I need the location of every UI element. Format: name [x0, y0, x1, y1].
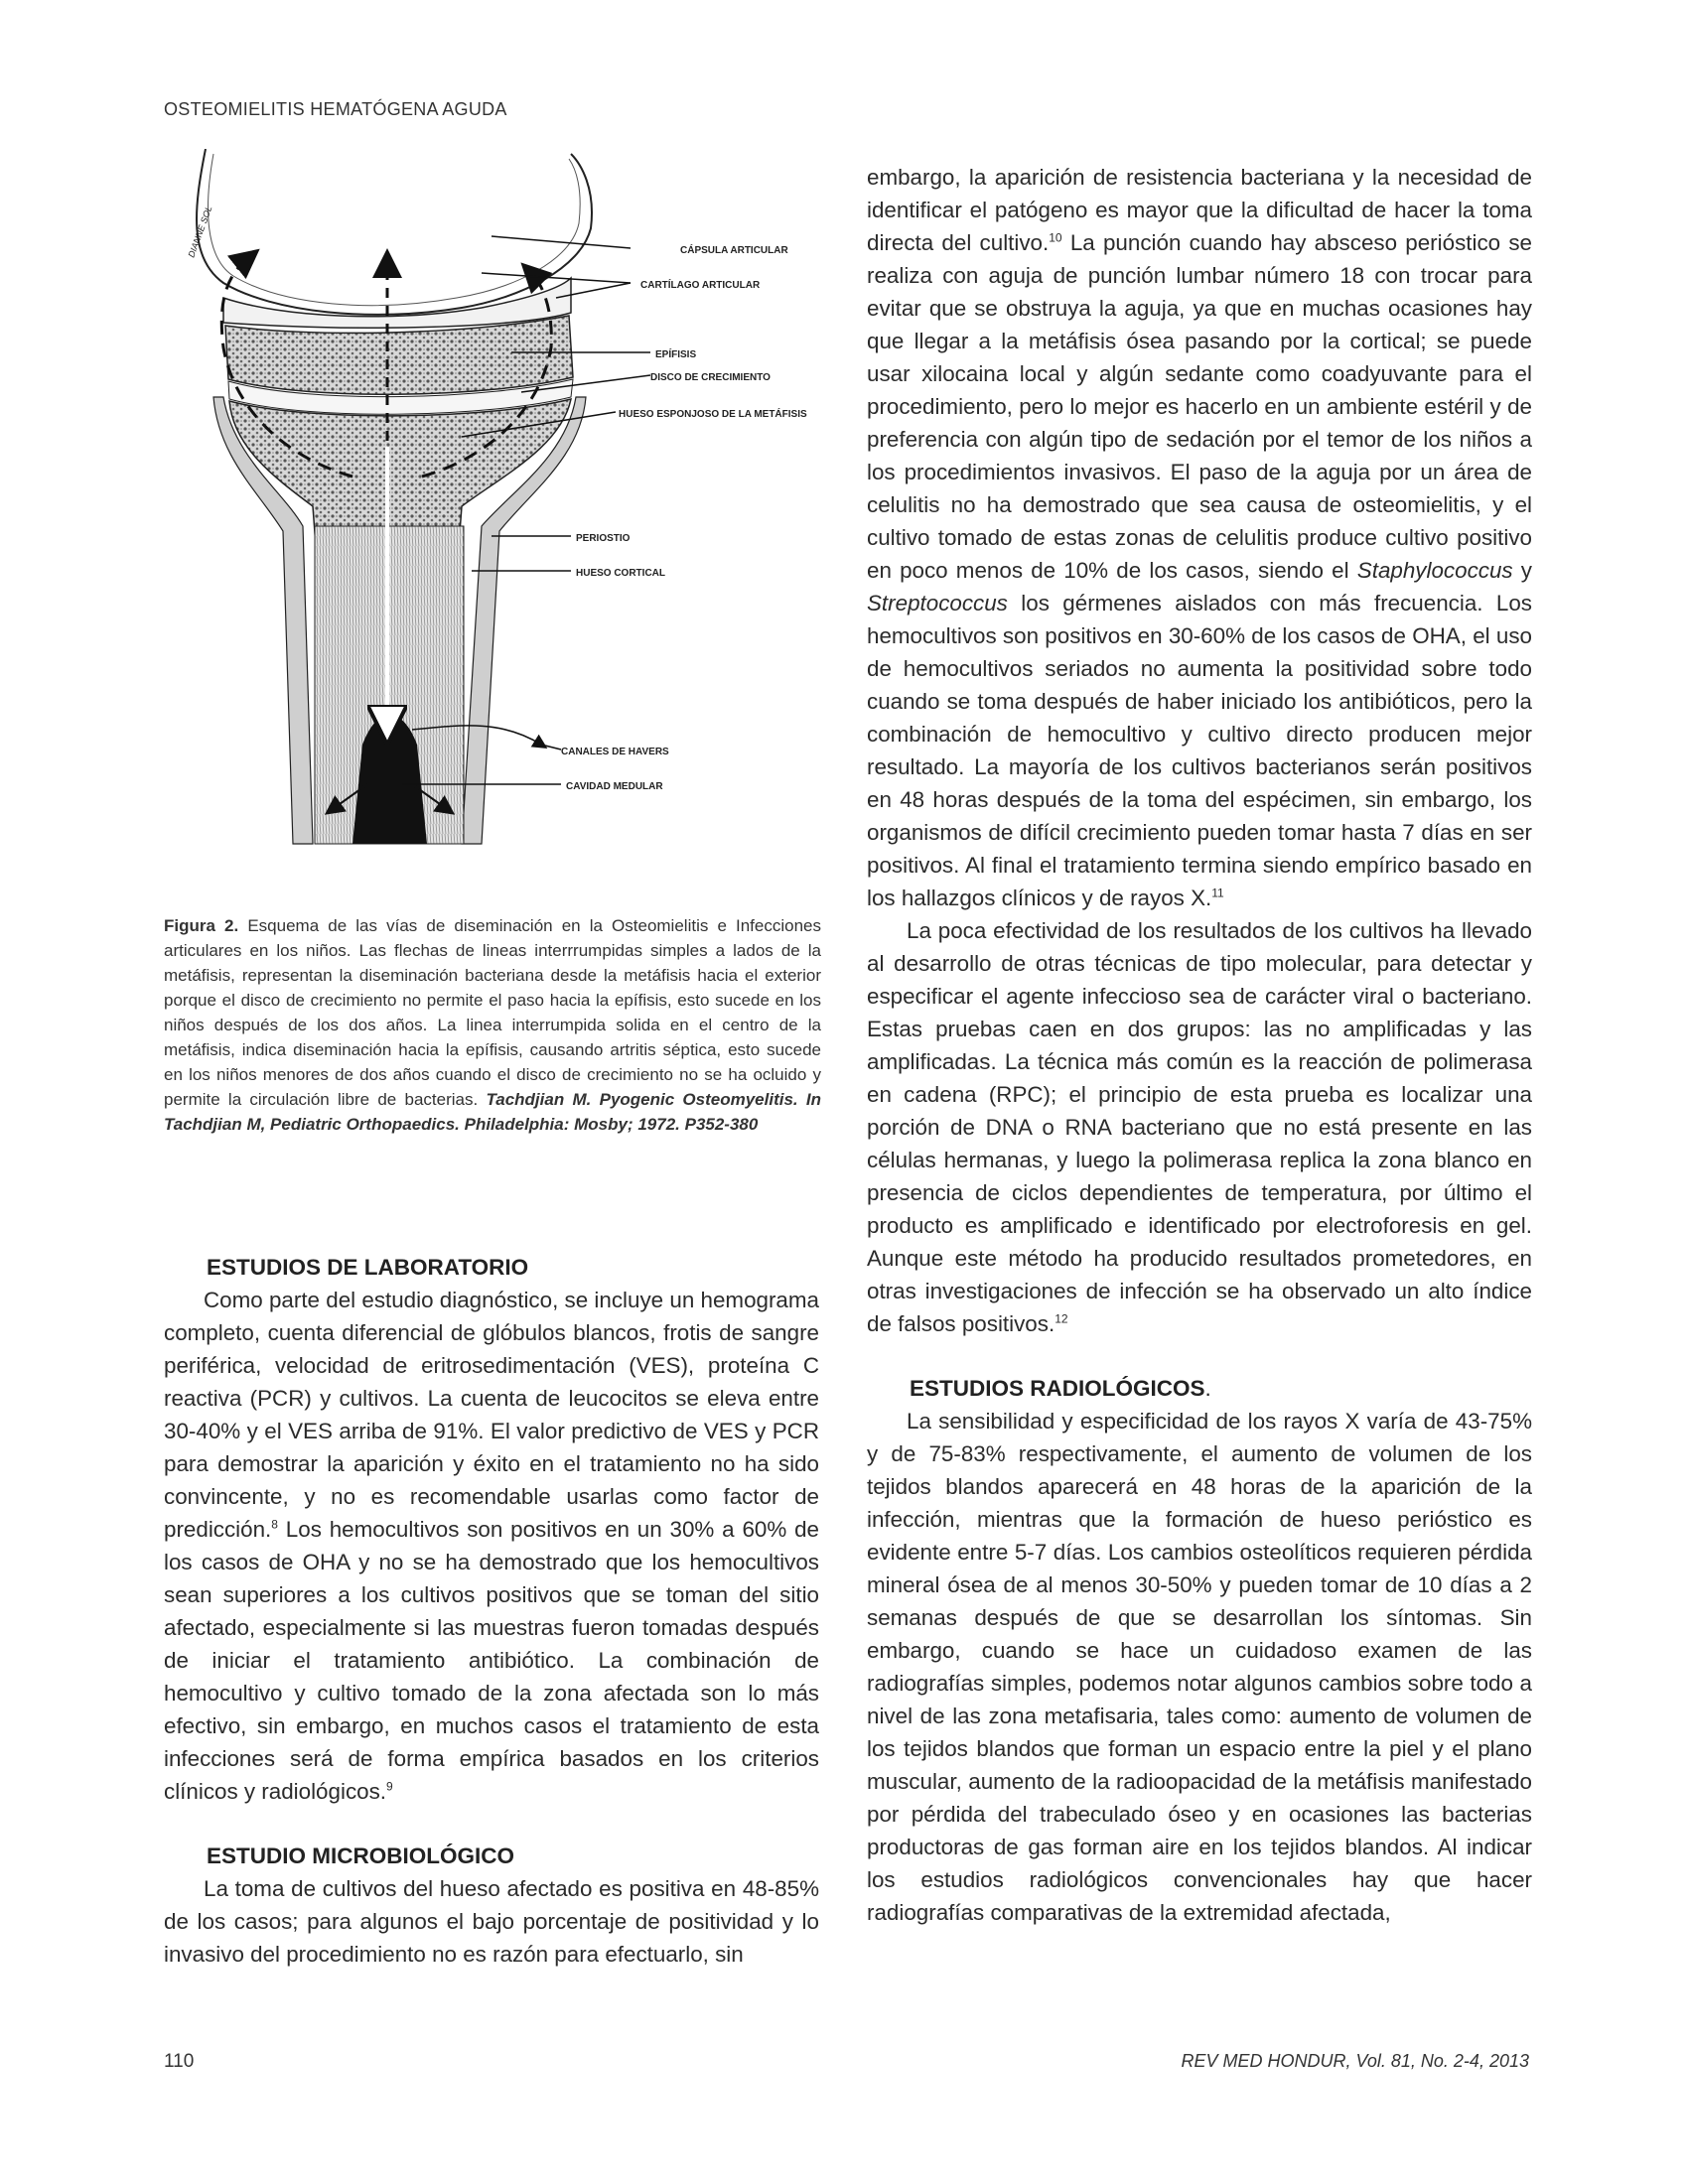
paragraph-microbiologico: La toma de cultivos del hueso afectado es positiva en 48-85% de los casos; para algunos el bajo porcentaje de positividad y lo invasivo del procedimiento no es razón para efectuarlo, sin	[164, 1876, 819, 1967]
label-canales: CANALES DE HAVERS	[561, 747, 669, 757]
running-head: OSTEOMIELITIS HEMATÓGENA AGUDA	[164, 99, 507, 119]
label-cavidad: CAVIDAD MEDULAR	[566, 781, 663, 792]
figure-caption-label: Figura 2.	[164, 916, 239, 935]
left-column	[164, 1251, 819, 1971]
figure-caption-text: Esquema de las vías de diseminación en la Osteomielitis e Infecciones articulares en los niños. Las flechas de lineas interrrumpidas simples a lados de la metáfisis, representan la diseminación bacteriana desde la metáfisis hacia el exterior porque el disco de crecimiento no permite el paso hacia la epífisis, esto sucede en los niños después de los dos años. La linea interrumpida solida en el centro de la metáfisis, indica diseminación hacia la epífisis, causando artritis séptica, esto sucede en los niños menores de dos años cuando el disco de crecimiento no se ha ocluido y permite la circulación libre de bacterias.	[164, 916, 821, 1109]
paragraph-continued	[867, 161, 1532, 914]
paragraph-text: La punción cuando hay absceso perióstico se realiza con aguja de punción lumbar número 18 con trocar para evitar que se obstruya la aguja, ya que en muchas ocasiones hay que llegar a la metáfisis ósea pasando por la cortical; se puede usar xilocaina local y algún sedante como coadyuvante para el procedimiento, pero lo mejor es hacerlo en un ambiente estéril y de preferencia con algún tipo de sedación por el temor de los niños a los procedimientos invasivos. El paso de la aguja por un área de celulitis no ha demostrado que sea causa de osteomielitis, y el cultivo tomado de estas zonas de celulitis produce cultivo positivo en poco menos de 10% de los casos, siendo el	[867, 230, 1532, 583]
paragraph-molecular	[867, 914, 1532, 1340]
journal-citation: REV MED HONDUR, Vol. 81, No. 2-4, 2013	[1181, 2051, 1529, 2071]
paragraph-text: embargo, la aparición de resistencia bacteriana y la necesidad de identificar el patógeno es mayor que la dificultad de hacer la toma directa del cultivo.	[867, 165, 1532, 255]
label-capsula: CÁPSULA ARTICULAR	[680, 245, 788, 256]
figure-caption	[164, 913, 821, 1137]
species-name: Streptococcus	[867, 591, 1008, 615]
citation-12: 12	[1055, 1311, 1068, 1326]
label-hueso-esponjoso: HUESO ESPONJOSO DE LA METÁFISIS	[619, 409, 807, 420]
label-cartilago: CARTÍLAGO ARTICULAR	[640, 280, 761, 291]
bone-diagram	[164, 149, 824, 903]
paragraph-text: y	[1512, 558, 1532, 583]
bone-diagram-figure	[164, 149, 824, 903]
paragraph-text: los gérmenes aislados con más frecuencia. Los hemocultivos son positivos en 30-60% de los casos de OHA, el uso de hemocultivos seriados no aumenta la positividad sobre todo cuando se toma después de haber iniciado los antibióticos, pero la combinación de hemocultivo y cultivo directo producen mejor resultado. La mayoría de los cultivos bacterianos serán positivos en 48 horas después de la toma del espécimen, sin embargo, los organismos de difícil crecimiento pueden tomar hasta 7 días en ser positivos. Al final el tratamiento termina siendo empírico basado en los hallazgos clínicos y de rayos X.	[867, 591, 1532, 910]
heading-microbiologico: ESTUDIO MICROBIOLÓGICO	[207, 1843, 515, 1868]
species-name: Staphylococcus	[1356, 558, 1513, 583]
joint-capsule-inner	[209, 154, 581, 306]
label-periostio: PERIOSTIO	[576, 533, 631, 544]
paragraph-radiologicos: La sensibilidad y especificidad de los rayos X varía de 43-75% y de 75-83% respectivamente, el aumento de volumen de los tejidos blandos aparecerá en 48 horas de la aparición de la infección, mientras que la formación de hueso perióstico es evidente entre 5-7 días. Los cambios osteolíticos requieren pérdida mineral ósea de al menos 30-50% y pueden tomar de 10 días a 2 semanas después de que se desarrollan los síntomas. Sin embargo, cuando se hace un cuidadoso examen de las radiografías simples, podemos notar algunos cambios sobre todo a nivel de las zona metafisaria, tales como: aumento de volumen de los tejidos blandos que forman un espacio entre la piel y el plano muscular, aumento de la radioopacidad de la metáfisis manifestado por pérdida del trabeculado óseo y en ocasiones las bacterias productoras de gas forman aire en los tejidos blandos. Al indicar los estudios radiológicos convencionales hay que hacer radiografías comparativas de la extremidad afectada,	[867, 1409, 1532, 1925]
paragraph-text: La poca efectividad de los resultados de los cultivos ha llevado al desarrollo de otras técnicas de tipo molecular, para detectar y especificar el agente infeccioso sea de carácter viral o bacteriano. Estas pruebas caen en dos grupos: las no amplificadas y las amplificadas. La técnica más común es la reacción de polimerasa en cadena (RPC); el principio de esta prueba es localizar una porción de DNA o RNA bacteriano que no está presente en las células hermanas, y luego la polimerasa replica la zona blanco en presencia de ciclos dependientes de temperatura, por último el producto es amplificado e identificado por electroforesis en gel. Aunque este método ha producido resultados prometedores, en otras investigaciones de infección se ha observado un alto índice de falsos positivos.	[867, 918, 1532, 1336]
label-epifisis: EPÍFISIS	[655, 349, 697, 360]
heading-radiologicos	[910, 1372, 1532, 1405]
paragraph-text: Como parte del estudio diagnóstico, se incluye un hemograma completo, cuenta diferencial de glóbulos blancos, frotis de sangre periférica, velocidad de eritrosedimentación (VES), proteína C reactiva (PCR) y cultivos. La cuenta de leucocitos se eleva entre 30-40% y el VES arriba de 91%. El valor predictivo de VES y PCR para demostrar la aparición y éxito en el tratamiento no ha sido convincente, y no es recomendable usarlas como factor de predicción.	[164, 1288, 819, 1542]
paragraph-text: Los hemocultivos son positivos en un 30% a 60% de los casos de OHA y no se ha demostrado que los hemocultivos sean superiores a los cultivos positivos que se toman del sitio afectado, especialmente si las muestras fueron tomadas después de iniciar el tratamiento antibiótico. La combinación de hemocultivo y cultivo tomado de la zona afectada son lo más efectivo, sin embargo, en muchos casos el tratamiento de esta infecciones será de forma empírica basados en los criterios clínicos y radiológicos.	[164, 1517, 819, 1804]
citation-9: 9	[386, 1779, 393, 1794]
heading-text: ESTUDIOS RADIOLÓGICOS	[910, 1376, 1205, 1401]
citation-8: 8	[271, 1517, 278, 1532]
figure-caption-source: Tachdjian M. Pyogenic Osteomyelitis. In Tachdjian M, Pediatric Orthopaedics. Philadelphia: Mosby; 1972. P352-380	[164, 1090, 822, 1134]
citation-10: 10	[1049, 230, 1062, 245]
illustrator-signature: DIANNE SOL	[186, 205, 214, 259]
label-hueso-cortical: HUESO CORTICAL	[576, 568, 665, 579]
heading-period: .	[1204, 1376, 1211, 1401]
paragraph-laboratorio	[164, 1284, 819, 1808]
right-column	[867, 161, 1532, 1929]
joint-capsule	[197, 149, 592, 315]
page-number: 110	[164, 2051, 195, 2072]
label-disco: DISCO DE CRECIMIENTO	[650, 372, 771, 383]
citation-11: 11	[1211, 886, 1224, 900]
heading-laboratorio: ESTUDIOS DE LABORATORIO	[207, 1255, 529, 1280]
